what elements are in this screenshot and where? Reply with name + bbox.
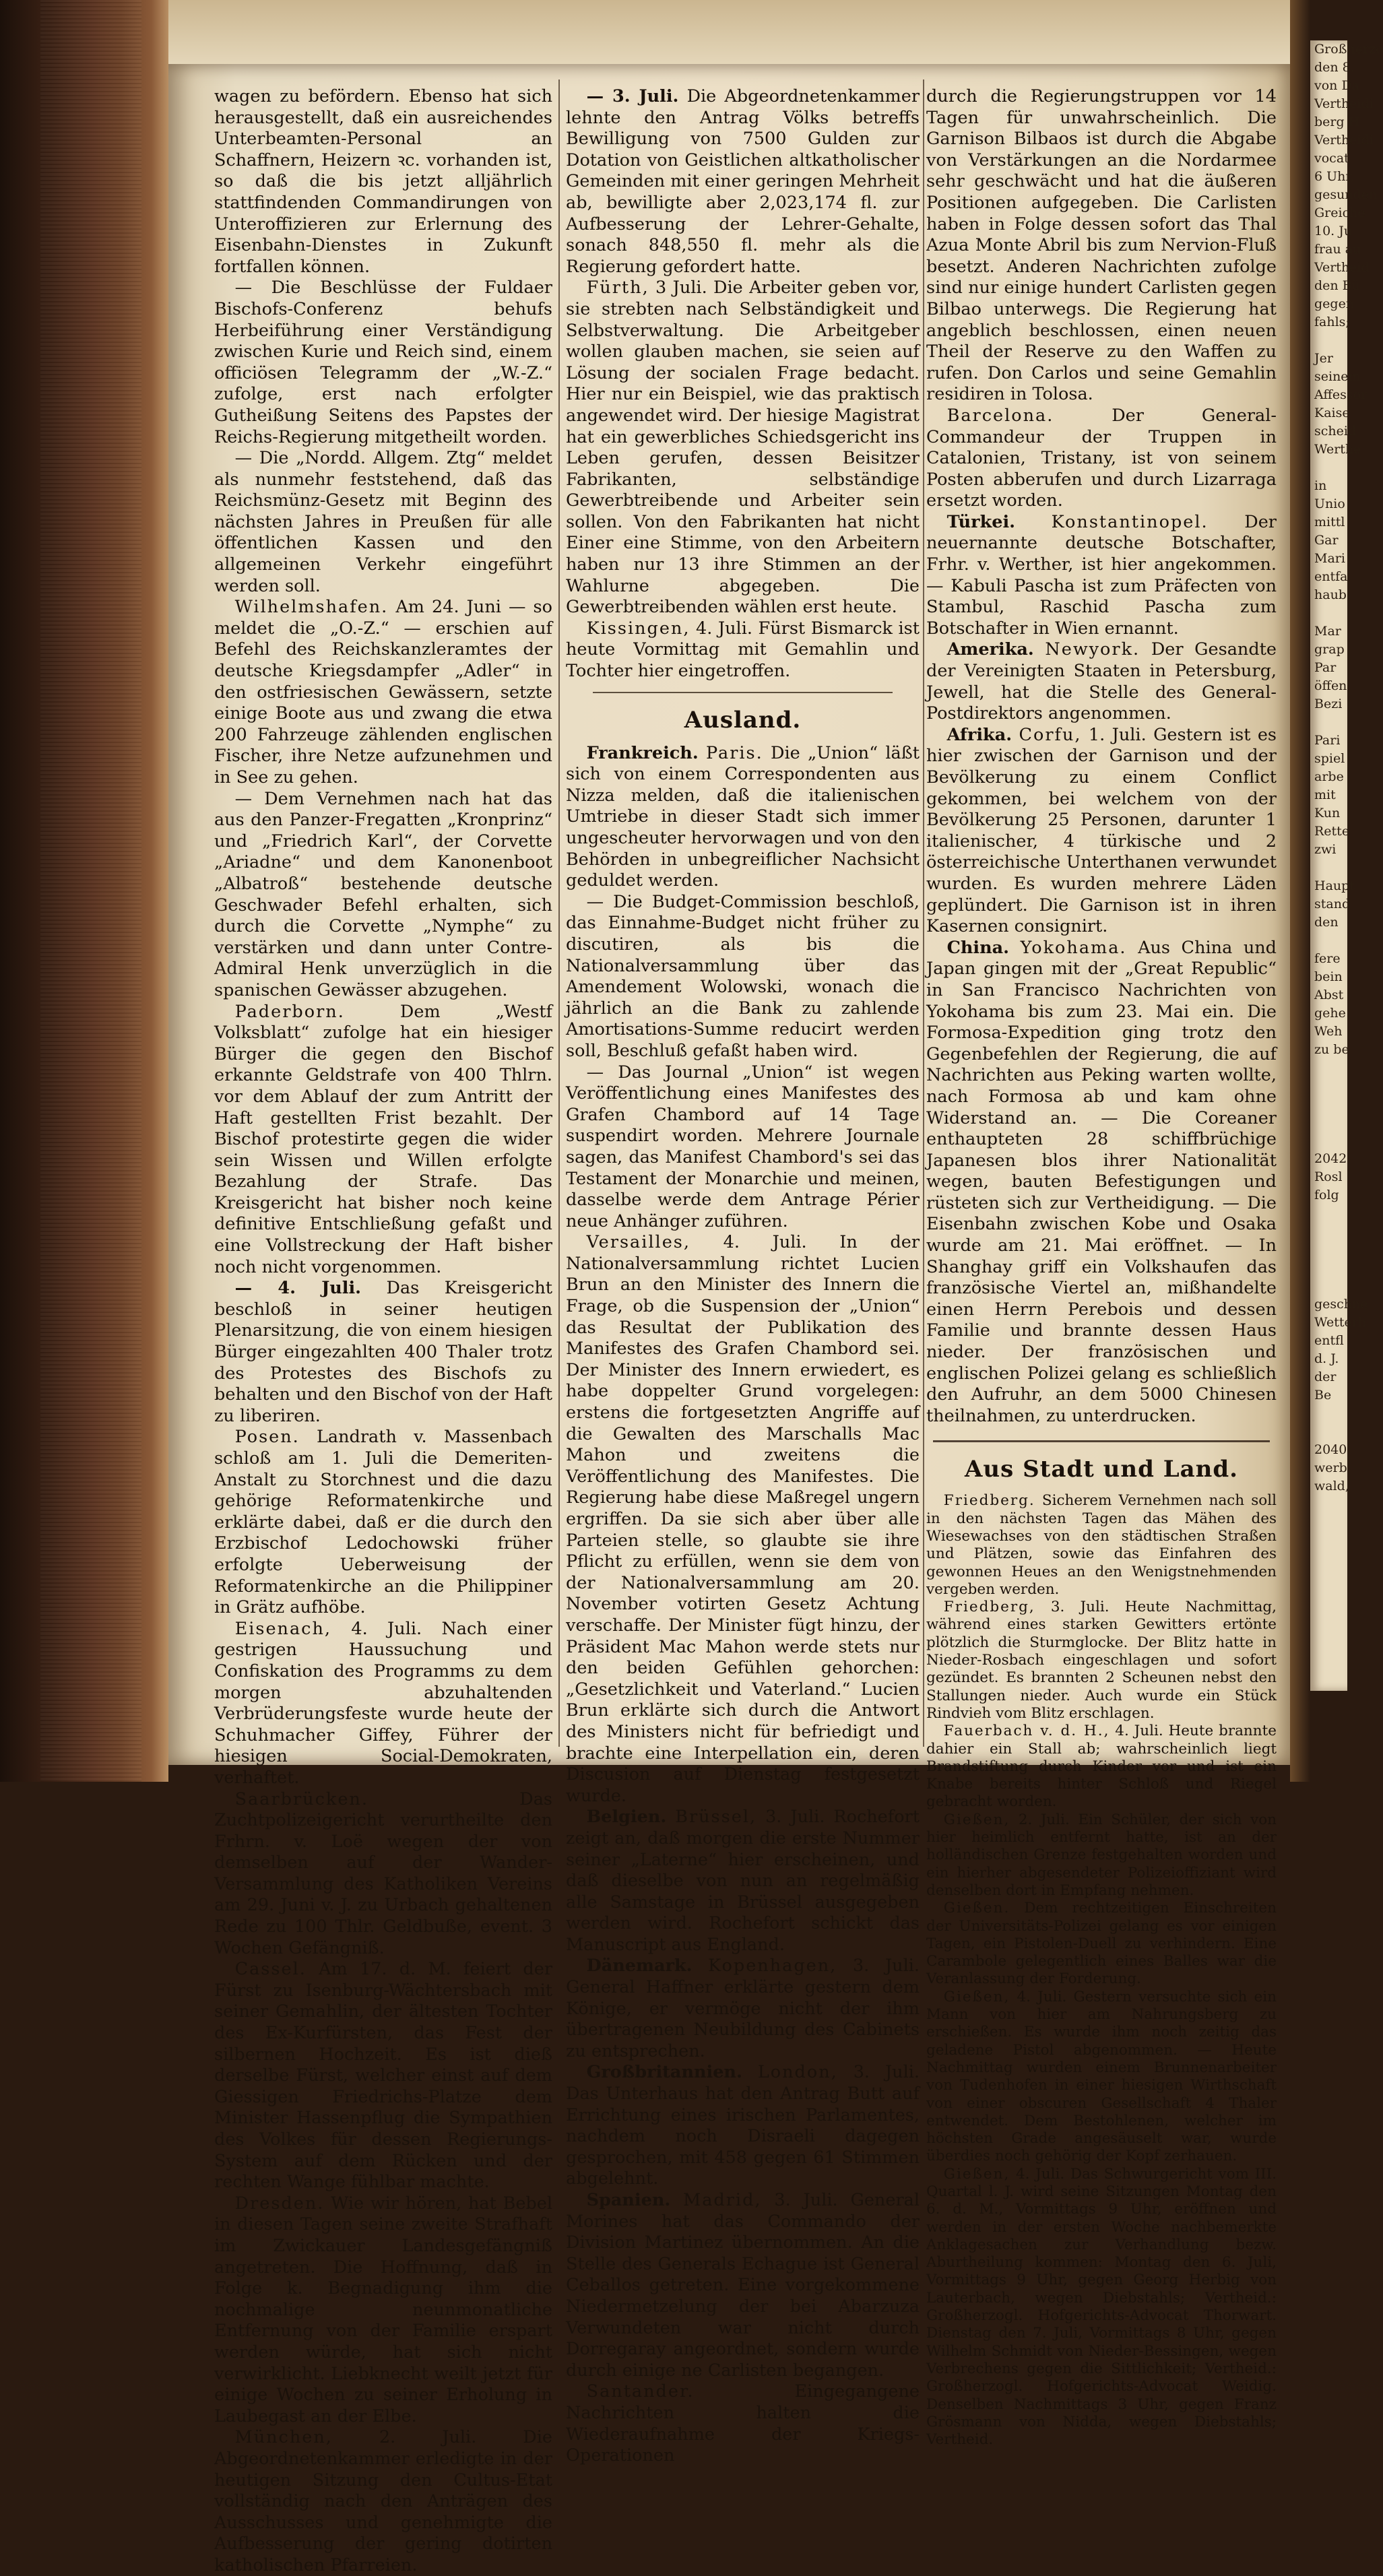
next-page-line: berg H [1314,115,1360,129]
country-heading: Afrika. [946,724,1012,745]
country-heading: Spanien. [586,2190,671,2210]
column-divider-1 [558,79,560,1747]
news-paragraph [926,639,1277,724]
next-page-line: Rette [1314,824,1350,839]
paragraph-text: Dem rechtzeitigen Einschreiten der Universitäts-Polizei gelang es vor einigen Tagen, ein Pistolen-Duell zu verhindern. Eine Carambole gelegentlich eines Balles war die Veranlassung der Forderung. [926,1900,1277,1988]
dateline: Konstantinopel. [1051,511,1209,532]
next-page-line: vocat [1314,151,1349,166]
paragraph-text: Der General-Commandeur der Truppen in Catalonien, Tristany, ist von seinem Posten abberufen und durch Lizarraga ersetzt worden. [926,405,1277,511]
next-page-line: Greiche [1314,205,1365,220]
next-page-line: Kun [1314,806,1341,820]
next-page-line [1310,604,1347,622]
next-page-line: öffen [1314,678,1347,693]
paragraph-text: 4. Juli. Nach einer gestrigen Haussuchung und Confiskation des Programms zu dem morgen abzuhaltenden Verbrüderungsfeste wurde heute der Schuhmacher Giffey, Führer der hiesigen Social-Demokraten, verhaftet. [214,1618,552,1788]
dateline: — 3. Juli. [586,86,679,106]
paragraph-text: — Dem Vernehmen nach hat das aus den Panzer-Fregatten „Kronprinz“ und „Friedrich Karl“, der Corvette „Ariadne“ und dem Kanonenboot „Albatroß“ bestehende deutsche Geschwader Befehl erhalten, sich durch die Corvette „Nymphe“ zu verstärken und dann unter Contre-Admiral Henk unverzüglich in die spanischen Gewässer abzugehen. [214,788,552,1000]
paragraph-text: — Die „Nordd. Allgem. Ztg“ meldet als nunmehr feststehend, daß das Reichsmünz-Gesetz mit Beginn des nächsten Jahres in Preußen für alle öffentlichen Kassen und den allgemeinen Verkehr eingeführt werden soll. [214,448,552,596]
news-paragraph [926,1989,1277,2166]
dateline: Barcelona. [946,405,1054,426]
paragraph-text: Das Zuchtpolizeigericht verurtheilte den Frhrn. v. Loë wegen der von demselben auf der Wander-Versammlung des Katholiken Vereins am 29. Juni v. J. zu Urbach gehaltenen Rede zu 100 Thlr. Geldbuße, event. 3 Wochen Gefängniß. [214,1789,552,1958]
news-paragraph [566,743,920,892]
paragraph-text: 4. Juli. Heute brannte dahier ein Stall ab; wahrscheinlich liegt Brandstiftung durch Kinder vor und ist ein Knabe bereits hinter Schloß und Riegel gebracht worden. [926,1722,1277,1811]
dateline: Paderborn. [234,1001,345,1022]
next-page-line: 2040 [1314,1442,1347,1457]
paragraph-text: 3. Juli. Heute Nachmittag, während eines starken Gewitters ertönte plötzlich die Sturmglocke. Der Blitz hatte in Nieder-Rosbach eingeschlagen und sofort gezündet. Es brannten 2 Scheunen nebst den Stallungen nieder. Auch wurde ein Stück Rindvieh vom Blitz erschlagen. [926,1599,1277,1722]
dateline: — 4. Juli. [234,1278,362,1299]
next-page-line [1310,1095,1347,1114]
paragraph-text: — Die Budget-Commission beschloß, das Einnahme-Budget nicht früher zu discutiren, als bis die Nationalversammlung über das Amendement Wolowski, wonach die jährlich an die Bank zu zahlende Amortisations-Summe reducirt werden soll, Beschluß gefaßt haben wird. [566,891,920,1061]
next-page-line: Mari [1314,551,1345,566]
dateline: Gießen, [943,1811,1010,1828]
paragraph-text: durch die Regierungstruppen vor 14 Tagen für unwahrscheinlich. Die Garnison Bilbaos ist durch die Abgabe von Verstärkungen an die Nordarmee sehr geschwächt und hat die äußeren Positionen aufgegeben. Die Carlisten haben in Folge dessen sofort das Thal Azua Monte Abril bis zum Nervion-Fluß besetzt. Anderen Nachrichten zufolge sind nur einige hundert Carlisten gegen Bilbao unterwegs. Die Regierung hat angeblich beschlossen, einen neuen Theil der Reserve zu den Waffen zu rufen. Don Carlos und seine Gemahlin residiren in Tolosa. [926,86,1277,405]
next-page-line: 10. Ju [1314,224,1353,238]
next-page-line [1310,932,1347,950]
news-paragraph [214,448,552,597]
dateline: Santander. [586,2381,695,2402]
next-page-line: gesunden [1314,187,1378,202]
next-page-line: Mar [1314,624,1341,639]
next-page-line: scheid [1314,424,1357,439]
paragraph-text: Der neuernannte deutsche Botschafter, Frhr. v. Werther, ist hier angekommen. — Kabuli Pascha ist zum Präfecten von Stambul, Raschid Pascha zum Botschafter in Wien ernannt. [926,511,1277,639]
dateline: Newyork. [1045,639,1140,660]
dateline: Cassel. [234,1959,307,1980]
dateline: Corfu, [1019,724,1082,745]
next-page-line: gegen [1314,296,1355,311]
next-page-line [1310,1132,1347,1150]
section-rule [593,692,893,693]
next-page-line [1310,859,1347,877]
book-gutter [1290,0,1310,1782]
paragraph-text: 2. Juli. Ein Schüler, der sich von hier heimlich entfernt hatte, ist an der holländischen Grenze festgehalten worden und ein hierher abgesendeter Polizeioffiziant wird denselben dort in Empfang nehmen. [926,1811,1277,1899]
dateline: Paris. [706,742,763,763]
paragraph-text: 2. Juli. Die Abgeordnetenkammer erledigte in der heutigen Sitzung den Cultus-Etat vollständig nach den Anträgen des Ausschusses und genehmigte die Aufbesserung der gering dotirten katholischen Pfarreien. [214,2427,552,2575]
dateline: Eisenach, [234,1618,331,1639]
paragraph-text: 3. Juli. Rochefort zeigt an, daß morgen die erste Nummer seiner „Laterne“ hier erscheinen, und daß dieselbe von nun an regelmäßig alle Samstage in Brüssel ausgegeben werden wird. Rochefort schickt das Manuscript aus England. [566,1807,920,1955]
dateline: Wilhelmshafen. [234,597,389,618]
paragraph-text: 4. Juli. Das Schwurgericht vom III. Quartal l. J. wird seine Sitzungen Montag den 6. d. M., Vormittags 9 Uhr, eröffnen und werden in der ersten Woche nachbemerkte Anklagesachen zur Verhandlung bezw. Aburtheilung kommen: Montag den 6. Juli, Vormittags 9 Uhr, gegen Georg Herbig von Lauterbach, wegen Diebstahls; Vertheid.: Großherzogl. Hofgerichts-Advocat Thorwart. Dienstag den 7. Juli, Vormittags 8 Uhr, gegen Wilhelm Schmidt von Nieder-Bessingen, wegen Verbrechens gegen die Sittlichkeit; Vertheid.: Großherzogl. Hofgerichts-Advocat Weidig. Denselben Nachmittags 3 Uhr, gegen Franz Grösmann von Nidda, wegen Diebstahls; Vertheid. [926,2165,1277,2449]
column-3 [926,86,1277,2449]
next-page-line [1310,1077,1347,1095]
dateline: Brüssel, [675,1807,757,1828]
news-paragraph [926,1722,1277,1811]
paragraph-text: 4. Juli. Gestern versuchte sich ein Mann von hier am Nahrungsberg zu erschießen. Es wurde ihm noch zeitig das geladene Pistol abgenommen. — Heute Nachmittag wurden einem Brunnenarbeiter von Tudenhofen in einer hiesigen Wirthschaft von einer obscuren Gesellschaft 4 Thaler entwendet. Dem Bestohlenen, welcher im höchsten Grade angesäuselt war, wurde überdies noch gehörig der Kopf zerhauen. [926,1988,1277,2165]
country-heading: China. [946,937,1010,958]
next-page-line: den 8. [1314,60,1355,75]
paragraph-text: Das Kreisgericht beschloß in seiner heutigen Plenarsitzung, die von einem hiesigen Bürger eingezahlten 400 Thaler trotz des Protestes des Bischofs zu behalten und den Bischof von der Haft zu liberiren. [214,1278,552,1426]
news-paragraph [566,1956,920,2062]
dateline: Friedberg. [943,1492,1035,1510]
paragraph-text: Aus China und Japan gingen mit der „Great Republic“ in San Francisco Nachrichten von Yokohama bis zum 23. Mai ein. Die Formosa-Expedition ging trotz den Gegenbefehlen der Regierung, die auf Nachrichten aus Peking warten wollte, nach Formosa ab und kam ohne Widerstand an. — Die Coreaner enthaupteten 28 schiffbrüchige Japanesen blos ihrer Nationalität wegen, bauten Befestigungen und rüsteten sich zur Vertheidigung. — Die Eisenbahn zwischen Kobe und Osaka wurde am 21. Mai eröffnet. — In Shanghay griff ein Volkshaufen das französische Viertel an, mißhandelte einen Herrn Perebois und dessen Familie und brannte dessen Haus nieder. Der französischen und englischen Polizei gelang es schließlich den Aufruhr, an dem 5000 Chinesen theilnahmen, zu unterdrucken. [926,937,1277,1426]
paragraph-text: Wie wir hören, hat Bebel in diesen Tagen seine zweite Strafhaft im Zwickauer Landesgefängniß angetreten. Die Hoffnung, daß in Folge k. Begnadigung ihm die nochmalige neunmonatliche Entfernung von der Familie erspart werden würde, hat sich nicht verwirklicht. Liebknecht weilt jetzt für einige Wochen zu seiner Erholung in Laubegast an der Elbe. [214,2193,552,2426]
news-paragraph [926,1900,1277,1988]
news-paragraph [214,597,552,788]
paragraph-text: Die Abgeordnetenkammer lehnte den Antrag Völks betreffs Bewilligung von 7500 Gulden zur Dotation von Geistlichen altkatholischer Gemeinden mit einer geringen Mehrheit ab, bewilligte aber 2,023,174 fl. zur Aufbesserung der Lehrer-Gehalte, sonach 848,550 fl. mehr als die Regierung gefordert hatte. [566,86,920,277]
next-page-line: stand [1314,897,1351,911]
next-page-line [1310,1223,1347,1241]
next-page-line: Vertheidi [1314,96,1374,111]
next-page-line: den Bü [1314,278,1360,293]
dateline: München, [234,2427,333,2448]
next-page-line: werb [1314,1460,1347,1475]
paragraph-text: — Das Journal „Union“ ist wegen Veröffentlichung eines Manifestes des Grafen Chambord auf 14 Tage suspendirt worden. Mehrere Journale sagen, das Manifest Chambord's sei das Testament der Monarchie und meinen, dasselbe werde dem Antrage Périer neue Anhänger zuführen. [566,1062,920,1231]
next-page-line: Bezi [1314,697,1343,711]
country-heading: Frankreich. [586,742,699,763]
next-page-line [1310,1259,1347,1277]
next-page-line: Unio [1314,496,1345,511]
news-paragraph [214,1278,552,1427]
news-paragraph [926,938,1277,1427]
next-page-line: geschne [1314,1297,1368,1312]
next-page-line: 6 Uhr, [1314,169,1355,184]
next-page-line [1310,1241,1347,1259]
news-paragraph [214,278,552,448]
news-paragraph [926,406,1277,512]
paragraph-text: 3. Juli. Das Unterhaus hat den Antrag Butt auf Errichtung eines irischen Parlamentes, nachdem noch Disraeli dagegen gesprochen, mit 458 gegen 61 Stimmen abgelehnt. [566,2062,920,2189]
dateline: Kissingen, [586,618,690,639]
paragraph-text: wagen zu befördern. Ebenso hat sich herausgestellt, daß ein ausreichendes Unterbeamten-Personal an Schaffnern, Heizern ꝛc. vorhanden ist, so daß die bis jetzt alljährlich stattfindenden Commandirungen von Unteroffizieren zur Erlernung des Eisenbahn-Dienstes in Zukunft fortfallen können. [214,86,552,277]
dateline: Dresden. [234,2193,325,2214]
next-page-line: Werthe [1314,442,1361,457]
next-page-line: 2042 [1314,1151,1347,1166]
news-paragraph [214,1619,552,1789]
next-page-line: Par [1314,660,1337,675]
news-paragraph [566,2062,920,2190]
paragraph-text: Sicherem Vernehmen nach soll in den nächsten Tagen das Mähen des Wiesewachses von den städtischen Straßen und Plätzen, sowie das Einfahren des gewonnen Heues an den Wenigstnehmenden vergeben werden. [926,1492,1277,1598]
paragraph-text: Am 24. Juni — so meldet die „O.-Z.“ — erschien auf Befehl des Reichskanzleramtes der deutsche Kriegsdampfer „Adler“ in den ostfriesischen Gewässern, setzte einige Boote aus und zwang die etwa 200 Fahrzeuge zählenden englischen Fischer, ihre Netze aufzunehmen und in See zu gehen. [214,597,552,787]
section-heading: Ausland. [684,706,802,734]
next-page-line: Affessor [1314,387,1368,402]
next-page-line: zu be [1314,1042,1349,1057]
paragraph-text: Am 17. d. M. feiert der Fürst zu Isenburg-Wächtersbach mit seiner Gemahlin, der ältesten Tochter des Ex-Kurfürsten, das Fest der silbernen Hochzeit. Es ist dieß derselbe Fürst, welcher einst auf dem Giessigen Friedrichs-Platze dem Minister Hassenpflug die Sympathien des Volkes für dessen Regierungs-System auf dem Rücken und der rechten Wange fühlbar machte. [214,1959,553,2193]
column-divider-2 [923,79,924,1747]
news-paragraph [214,1002,552,1279]
news-paragraph [566,1062,920,1233]
section-rule [933,1440,1270,1442]
country-heading: Belgien. [586,1807,667,1828]
paragraph-text: 3. Juli. General Morines hat das Commando der Division Martinez übernommen. An die Stelle des Generals Echague ist General Ceballos getreten. Eine vorgekommene Niedermetzelung der bei Abarzuza Verwundeten war nicht durch Dorregaray angeordnet, sondern wurde durch einige ne Carlisten begangen. [566,2190,920,2381]
paragraph-text: Eingegangene Nachrichten halten die Wiederaufnahme der Kriegs-Operationen [566,2381,920,2466]
dateline: Versailles, [586,1232,690,1253]
dateline: London, [757,2062,838,2083]
next-page-line [1310,1114,1347,1132]
dateline: Fauerbach v. d. H., [943,1722,1110,1740]
next-page-line: spiel [1314,751,1345,766]
next-page-line: seinem [1314,369,1361,384]
next-page-line [1310,331,1347,350]
paragraph-text: Landrath v. Massenbach schloß am 1. Juli die Demeriten-Anstalt zu Storchnest und die dazu gehörige Reformatenkirche und erklärte dabei, daß er die durch den Erzbischof Ledochowski früher erfolgte Ueberweisung der Reformatenkirche an die Philippiner in Grätz aufhöbe. [214,1427,552,1618]
next-page-line: Vertheid [1314,260,1370,275]
news-paragraph [566,2190,920,2381]
next-page-line: Gar [1314,533,1339,548]
book-spine [0,0,168,1782]
next-page-line: grap [1314,642,1345,657]
dateline: Posen. [234,1427,300,1448]
column-1 [214,86,552,2576]
news-paragraph [566,2381,920,2466]
news-paragraph [566,618,920,682]
paragraph-text: 1. Juli. Gestern ist es hier zwischen der Garnison und der Bevölkerung zu einem Conflict gekommen, bei welchem von der Bevölkerung 25 Personen, darunter 1 italienischer, 4 türkische und 2 österreichische Unterthanen verwundet wurden. Es wurden mehrere Läden geplündert. Die Garnison ist in ihren Kasernen consignirt. [926,724,1277,937]
paragraph-text: Der Gesandte der Vereinigten Staaten in Petersburg, Jewell, hat die Stelle des General-Postdirektors angenommen. [926,639,1277,724]
next-page-line [1310,459,1347,477]
dateline: Gießen. [943,1900,1010,1917]
news-paragraph [214,1789,552,1960]
next-page-line [1310,1204,1347,1223]
news-paragraph [566,278,920,618]
news-paragraph [566,1807,920,1956]
paragraph-text: Dem „Westf Volksblatt“ zufolge hat ein hiesiger Bürger die gegen den Bischof erkannte Geldstrafe von 400 Thlrn. vor dem Ablauf der zum Antritt der Haft gestellten Frist bezahlt. Der Bischof protestirte gegen die wider sein Wissen und Willen erfolgte Bezahlung der Strafe. Das Kreisgericht hat bisher noch keine definitive Entschließung gefaßt und eine Vollstreckung der Haft bisher noch nicht vorgenommen. [214,1001,552,1277]
next-page-line: bein [1314,969,1343,984]
news-paragraph [926,725,1277,938]
dateline: Fürth, [586,278,649,298]
dateline: Madrid, [683,2190,762,2210]
next-page-line: mittl [1314,515,1345,529]
next-page-line: Abst [1314,988,1344,1002]
news-paragraph [214,1427,552,1618]
next-page-line [1310,1277,1347,1295]
next-page-line: der [1314,1370,1337,1384]
paragraph-text: — Die Beschlüsse der Fuldaer Bischofs-Conferenz behufs Herbeiführung einer Verständigung zwischen Kurie und Reich sind, einem officiösen Telegramm der „W.-Z.“ zufolge, erst nach erfolgter Gutheißung Seitens des Papstes der Reichs-Regierung mitgetheilt worden. [214,278,552,447]
news-paragraph [214,1959,552,2193]
next-page-line: frau au [1314,242,1361,257]
news-paragraph [566,86,920,278]
dateline: Friedberg, [943,1599,1035,1616]
news-paragraph [214,789,552,1002]
news-paragraph [926,512,1277,640]
next-page-line [1310,1405,1347,1423]
next-page-line [1310,713,1347,732]
next-page-line: zwi [1314,842,1337,857]
next-page-line: fere [1314,951,1341,966]
next-page-line [1310,1423,1347,1441]
next-page-fragment [1310,40,1383,1691]
dateline: Gießen, [943,2165,1010,2183]
dateline: Kopenhagen, [708,1956,837,1976]
news-paragraph [214,86,552,278]
local-news-block [926,1492,1277,2449]
page-top-edge [168,0,1290,64]
next-page-line: in [1314,478,1327,493]
paragraph-text: 4. Juli. Fürst Bismarck ist heute Vormittag mit Gemahlin und Tochter hier eingetroffen. [566,618,920,682]
news-paragraph [214,2427,552,2576]
next-page-line: Vertheidi [1314,133,1374,148]
next-page-line: mit [1314,787,1336,802]
next-page-line: haub [1314,587,1347,602]
next-page-line: den [1314,915,1339,930]
next-page-line: Weh [1314,1024,1343,1039]
news-paragraph [926,1811,1277,1900]
country-heading: Amerika. [946,639,1034,660]
paragraph-text: Die „Union“ läßt sich von einem Correspondenten aus Nizza melden, daß die italienischen Umtriebe in dieser Stadt sich immer ungescheuter hervorwagen und von den Behörden in unbegreiflicher Nachsicht geduldet werden. [566,742,920,891]
country-heading: Dänemark. [586,1956,693,1976]
next-page-line: von Da [1314,78,1360,93]
next-page-line: folg [1314,1188,1339,1202]
next-page-line: Kaise [1314,406,1350,420]
next-page-line: fahls; [1314,315,1350,329]
next-page-line: Haupt [1314,878,1355,893]
paragraph-text: 3. Juli. General Haffner erklärte gestern dem Könige, er vermöge nicht der ihm übertragenen Neubildung des Cabinets zu entsprechen. [566,1956,920,2061]
next-page-line: Pari [1314,733,1341,748]
next-page-line: entfl [1314,1333,1344,1348]
news-paragraph [926,2166,1277,2449]
news-paragraph [566,1232,920,1807]
next-page-line: Großherzo [1314,42,1383,57]
news-paragraph [566,892,920,1062]
section-heading: Aus Stadt und Land. [965,1456,1238,1483]
next-page-line: gehe [1314,1006,1346,1021]
paragraph-text: 4. Juli. In der Nationalversammlung richtet Lucien Brun an den Minister des Innern die Frage, ob die Suspension der „Union“ das Resultat der Publikation des Manifestes des Grafen Chambord sei. Der Minister des Innern erwiedert, es habe doppelter Grund vorgelegen: erstens die fortgesetzten Angriffe auf die Gewalten des Marschalls Mac Mahon und zweitens die Veröffentlichung des Manifestes. Die Regierung habe diese Maßregel ungern ergriffen. Da sie sich aber über alle Parteien stelle, so glaubte sie ihre Pflicht zu erfüllen, wenn sie dem von der Nationalversammlung am 20. November votirten Gesetz Achtung verschaffe. Der Minister fügt hinzu, der Präsident Mac Mahon werde stets nur den beiden Gefühlen gehorchen: „Gesetzlichkeit und Vaterland.“ Lucien Brun erklärte sich durch die Antwort des Ministers nicht für befriedigt und brachte eine Interpellation ein, deren Discusion auf Dienstag festgesetzt wurde. [566,1232,920,1806]
next-page-line: Wetterh [1314,1315,1367,1330]
next-page-line [1310,1059,1347,1077]
dateline: Saarbrücken. [234,1789,368,1809]
next-page-line: entfa [1314,569,1348,584]
news-paragraph [214,2193,552,2428]
news-paragraph [926,1492,1277,1599]
country-heading: Großbritannien. [586,2062,742,2083]
next-page-line: d. J. [1314,1351,1339,1366]
next-page-line: Be [1314,1388,1332,1403]
dateline: Gießen, [943,1988,1010,2005]
next-page-line: Jer [1314,351,1333,366]
news-paragraph [926,1599,1277,1722]
next-page-line: Rosl [1314,1169,1343,1184]
paragraph-text: 3 Juli. Die Arbeiter geben vor, sie strebten nach Selbständigkeit und Selbstverwaltung. Die Arbeitgeber wollen glauben machen, sie seien auf Lösung der socialen Frage bedacht. Hier nur ein Beispiel, wie das praktisch angewendet wird. Der hiesige Magistrat hat ein gewerbliches Schiedsgericht ins Leben gerufen, dessen Beisitzer Fabrikanten, selbständige Gewerbtreibende und Arbeiter sein sollen. Von den Fabrikanten hat nicht Einer eine Stimme, von den Arbeitern haben nur 13 ihre Stimmen an der Wahlurne abgegeben. Die Gewerbtreibenden wählen erst heute. [566,278,920,618]
news-paragraph [926,86,1277,406]
country-heading: Türkei. [946,511,1016,532]
dateline: Yokohama. [1020,937,1127,958]
next-page-line: arbe [1314,769,1344,784]
column-2 [566,86,920,2467]
next-page-line: wald, [1314,1479,1349,1493]
